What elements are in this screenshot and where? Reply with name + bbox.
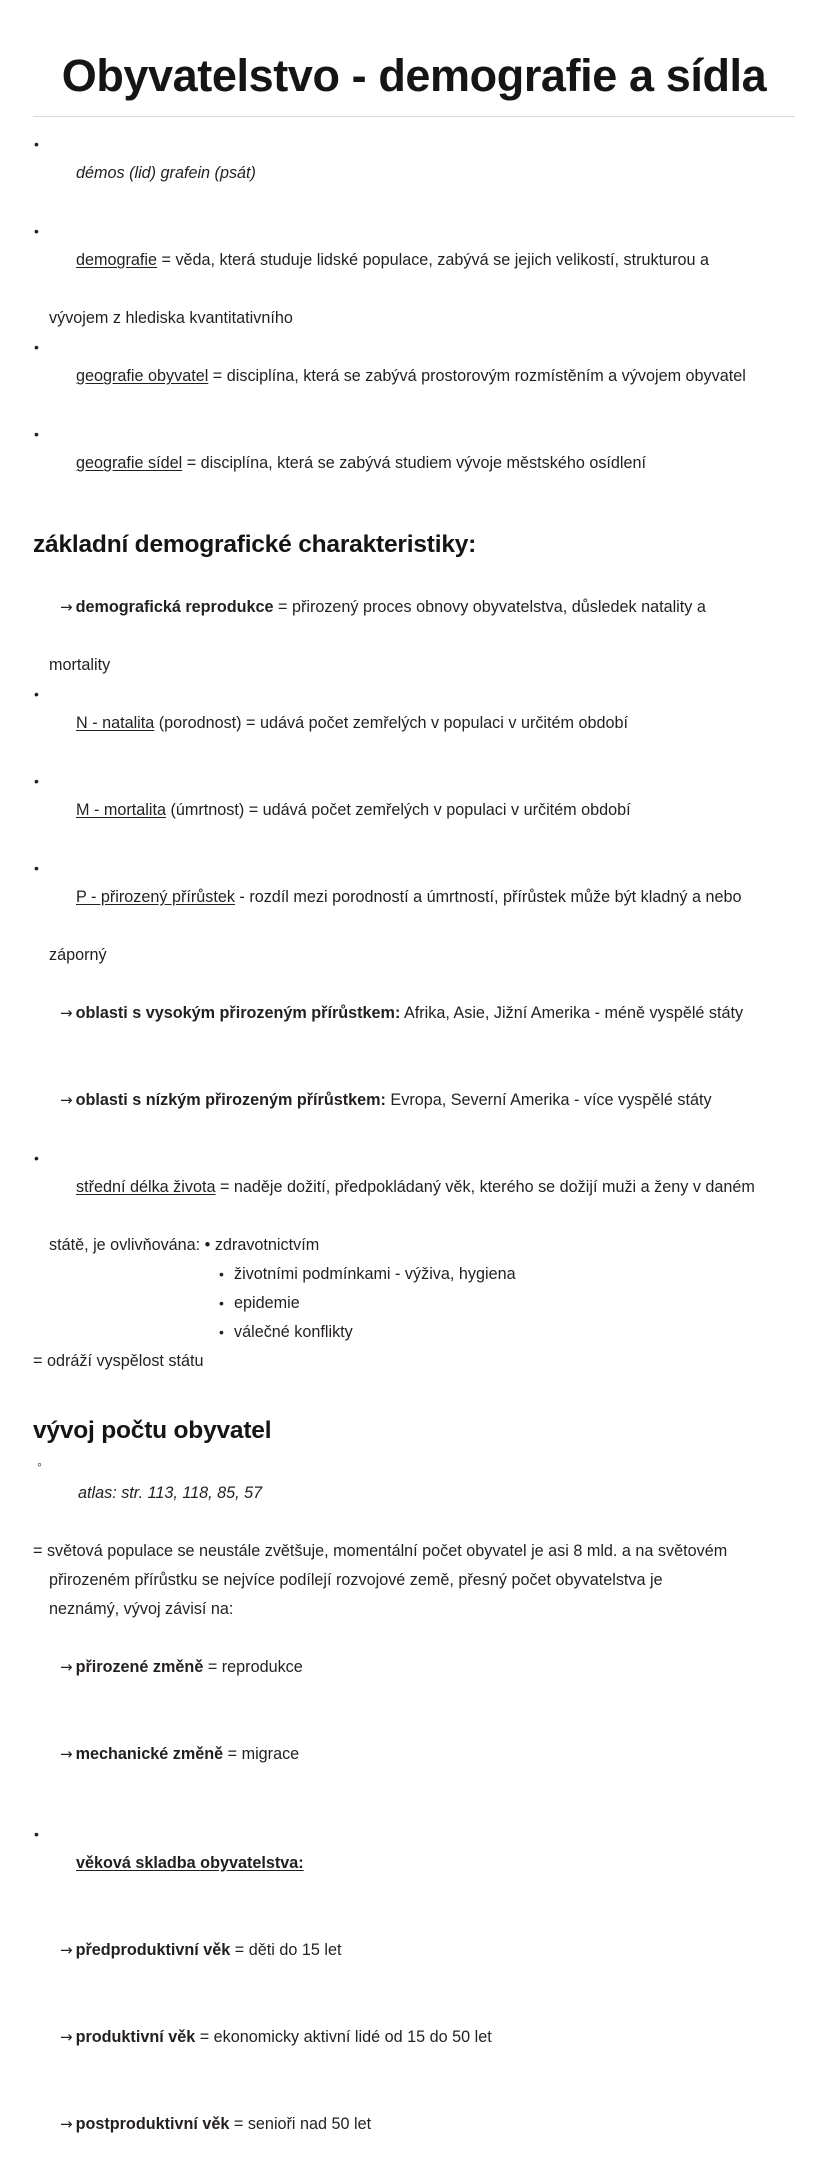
term-natalita: N - natalita — [76, 713, 155, 732]
definition-predproduktivni-vek: = děti do 15 let — [230, 1940, 342, 1959]
definition-geografie-sidel: = disciplína, která se zabývá studiem vývoje městského osídlení — [182, 454, 647, 473]
term-geografie-obyvatel: geografie obyvatel — [76, 367, 209, 386]
list-item — [33, 1907, 795, 1994]
term-produktivni-vek: produktivní věk — [75, 2027, 196, 2046]
list-item — [33, 333, 795, 420]
term-mechanicka-zmena: mechanické změně — [75, 1744, 224, 1763]
list-item — [33, 767, 795, 854]
arrow-icon: → — [60, 1003, 73, 1022]
definition-oblasti-nizky-prirustek: Evropa, Severní Amerika - více vyspělé státy — [385, 1090, 712, 1109]
list-item: • epidemie — [218, 1289, 795, 1318]
arrow-icon: → — [60, 1744, 73, 1763]
section-vyvoj-list — [33, 1450, 795, 1798]
term-geografie-sidel: geografie sídel — [76, 454, 183, 473]
list-item-continuation: neznámý, vývoj závisí na: — [49, 1599, 234, 1618]
list-item-continuation: státě, je ovlivňována: • zdravotnictvím — [49, 1235, 320, 1254]
list-item — [33, 1144, 795, 1231]
list-item — [33, 217, 795, 304]
list-item — [33, 1624, 795, 1711]
arrow-icon: → — [60, 1090, 73, 1109]
term-mortalita: M - mortalita — [76, 800, 166, 819]
section-closing-note: = odráží vyspělost státu — [33, 1351, 204, 1370]
list-item — [33, 2081, 795, 2168]
section-vekova-skladba-list — [33, 1820, 795, 2168]
list-item: • válečné konflikty — [218, 1318, 795, 1347]
definition-postproduktivni-vek: = senioři nad 50 let — [229, 2114, 372, 2133]
list-item — [33, 1820, 795, 1907]
arrow-icon: → — [60, 2114, 73, 2133]
definition-prirozeny-prirustek: - rozdíl mezi porodností a úmrtností, přírůstek může být kladný a nebo — [234, 887, 742, 906]
definition-oblasti-vysoky-prirustek: Afrika, Asie, Jižní Amerika - méně vyspělé státy — [400, 1003, 744, 1022]
term-prirozena-zmena: přirozené změně — [75, 1657, 204, 1676]
list-item-continuation: záporný — [49, 945, 107, 964]
list-item — [33, 970, 795, 1057]
list-item: • životními podmínkami - výživa, hygiena — [218, 1260, 795, 1289]
section-heading-charakteristiky: základní demografické charakteristiky: — [33, 531, 477, 559]
list-item: = světová populace se neustále zvětšuje, momentální počet obyvatel je asi 8 mld. a na světovém — [33, 1541, 728, 1560]
list-item-continuation: mortality — [49, 655, 111, 674]
list-item — [33, 1711, 795, 1798]
definition-mechanicka-zmena: = migrace — [223, 1744, 300, 1763]
term-predproduktivni-vek: předproduktivní věk — [75, 1940, 231, 1959]
arrow-icon: → — [60, 597, 73, 616]
list-item — [33, 1994, 795, 2081]
definition-stredni-delka-zivota: = naděje dožití, předpokládaný věk, kterého se dožijí muži a ženy v daném — [215, 1177, 755, 1196]
list-item-continuation: přirozeném přírůstku se nejvíce podílejí rozvojové země, přesný počet obyvatelstva je — [49, 1570, 663, 1589]
list-item — [33, 130, 795, 217]
list-item — [33, 1057, 795, 1144]
section-heading-vyvoj: vývoj počtu obyvatel — [33, 1416, 272, 1444]
term-postproduktivni-vek: postproduktivní věk — [75, 2114, 230, 2133]
section-charakteristiky-list — [33, 564, 795, 1376]
term-demografie: demografie — [76, 251, 157, 270]
sub-bullet-list — [218, 1260, 795, 1347]
definition-mortalita: (úmrtnost) = udává počet zemřelých v populaci v určitém období — [165, 800, 631, 819]
term-oblasti-vysoky-prirustek: oblasti s vysokým přirozeným přírůstkem: — [75, 1003, 401, 1022]
intro-term-demos: démos (lid) grafein (psát) — [76, 164, 256, 183]
term-prirozeny-prirustek: P - přirozený přírůstek — [76, 887, 235, 906]
definition-prirozena-zmena: = reprodukce — [203, 1657, 303, 1676]
arrow-icon: → — [60, 2027, 73, 2046]
list-item — [33, 420, 795, 507]
list-item-continuation: vývojem z hlediska kvantitativního — [49, 309, 293, 328]
definition-demografie: = věda, která studuje lidské populace, zabývá se jejich velikostí, strukturou a — [157, 251, 710, 270]
term-oblasti-nizky-prirustek: oblasti s nízkým přirozeným přírůstkem: — [75, 1090, 386, 1109]
arrow-icon: → — [60, 1940, 73, 1959]
definition-demograficka-reprodukce: = přirozený proces obnovy obyvatelstva, důsledek natality a — [273, 597, 706, 616]
definition-natalita: (porodnost) = udává počet zemřelých v populaci v určitém období — [154, 713, 629, 732]
term-demograficka-reprodukce: demografická reprodukce — [75, 597, 274, 616]
definition-produktivni-vek: = ekonomicky aktivní lidé od 15 do 50 let — [195, 2027, 492, 2046]
definition-geografie-obyvatel: = disciplína, která se zabývá prostorovým rozmístěním a vývojem obyvatel — [208, 367, 746, 386]
page-title: Obyvatelstvo - demografie a sídla — [61, 50, 767, 101]
list-item-atlas-reference — [33, 1450, 795, 1537]
term-stredni-delka-zivota: střední délka života — [76, 1177, 216, 1196]
list-item — [33, 680, 795, 767]
arrow-icon: → — [60, 1657, 73, 1676]
intro-list — [33, 130, 795, 507]
term-vekova-skladba: věková skladba obyvatelstva: — [76, 1853, 304, 1872]
list-item — [33, 564, 795, 651]
atlas-pages: atlas: str. 113, 118, 85, 57 — [78, 1483, 263, 1502]
list-item — [33, 854, 795, 941]
title-divider — [33, 116, 795, 117]
